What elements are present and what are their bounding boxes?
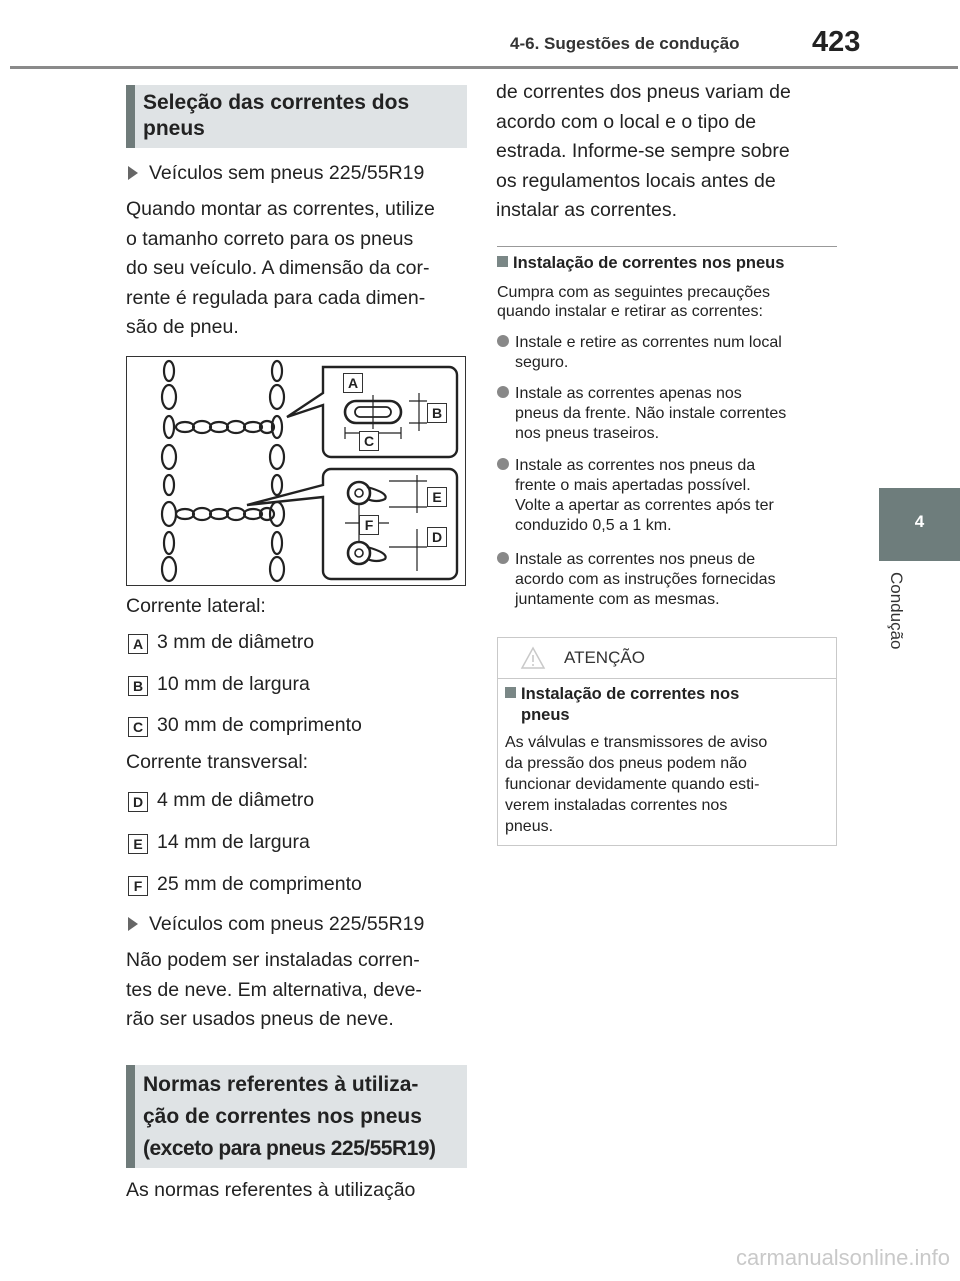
spec-label-a: A: [128, 634, 148, 654]
text-line: da pressão dos pneus podem não: [505, 755, 747, 772]
spec-text-e: 14 mm de largura: [157, 831, 310, 853]
cross-chain-bottom: [176, 508, 274, 520]
text-line: Não podem ser instaladas corren-: [126, 949, 420, 971]
section-title: 4-6. Sugestões de condução: [510, 34, 740, 53]
diagram-label-e: E: [427, 487, 447, 507]
text-line: Instale as correntes apenas nos: [515, 385, 742, 402]
section-title-line: (exceto para pneus 225/55R19): [143, 1137, 436, 1160]
bullet-vehicles-without: [128, 159, 424, 189]
install-item: [497, 550, 842, 610]
text-line: do seu veículo. A dimensão da cor-: [126, 257, 430, 279]
text-line: os regulamentos locais antes de: [496, 169, 776, 192]
caution-header: [498, 638, 836, 679]
spec-text-f: 25 mm de comprimento: [157, 873, 362, 895]
chapter-number: 4: [914, 512, 925, 531]
warning-triangle-icon: [520, 646, 546, 670]
chapter-label: Condução: [887, 572, 906, 650]
text-line: As válvulas e transmissores de aviso: [505, 734, 768, 751]
diagram-label-b: B: [427, 403, 447, 423]
text-line: nos pneus traseiros.: [515, 425, 660, 442]
circle-bullet-icon: [497, 386, 509, 398]
section-title-line: Seleção das correntes dos: [143, 91, 410, 114]
bullet-text: Veículos sem pneus 225/55R19: [149, 162, 425, 184]
install-item: [497, 333, 842, 373]
bullet-vehicles-with: [128, 910, 424, 940]
divider: [497, 246, 837, 247]
circle-bullet-icon: [497, 335, 509, 347]
text-line: pneus: [521, 706, 570, 724]
cross-chain-heading: Corrente transversal:: [126, 751, 309, 773]
paragraph-regulations: As normas referentes à utilização: [126, 1179, 416, 1201]
text-line: Instalação de correntes nos: [521, 685, 740, 703]
caution-box: [497, 637, 837, 846]
spec-text-d: 4 mm de diâmetro: [157, 789, 315, 811]
text-line: estrada. Informe-se sempre sobre: [496, 140, 790, 162]
square-bullet-icon: [497, 256, 508, 267]
text-line: conduzido 0,5 a 1 km.: [515, 517, 672, 534]
text-line: Quando montar as correntes, utilize: [126, 198, 435, 220]
triangle-bullet-icon: [128, 917, 138, 931]
text-line: quando instalar e retirar as correntes:: [497, 303, 763, 320]
bullet-text: Veículos com pneus 225/55R19: [149, 913, 425, 935]
chain-diagram: [126, 356, 466, 586]
text-line: o tamanho correto para os pneus: [126, 227, 414, 250]
paragraph-intro: [126, 195, 471, 343]
text-line: Instale e retire as correntes num local: [515, 334, 782, 351]
section-title-line: ção de correntes nos pneus: [143, 1105, 422, 1128]
header-divider: [10, 66, 958, 69]
text-line: são de pneu.: [126, 316, 239, 338]
text-line: tes de neve. Em alternativa, deve-: [126, 978, 422, 1001]
spec-text-c: 30 mm de comprimento: [157, 714, 362, 736]
vertical-chain-left: [162, 361, 176, 581]
triangle-bullet-icon: [128, 166, 138, 180]
text-line: Volte a apertar as correntes após ter: [515, 497, 774, 514]
section-title-line: pneus: [143, 117, 205, 140]
spec-text-a: 3 mm de diâmetro: [157, 631, 315, 653]
install-item: [497, 456, 842, 536]
section-title-line: Normas referentes à utiliza-: [143, 1073, 419, 1096]
square-bullet-icon: [505, 687, 516, 698]
text-line: frente o mais apertadas possível.: [515, 477, 751, 494]
text-line: rão ser usados pneus de neve.: [126, 1008, 394, 1030]
spec-label-b: B: [128, 676, 148, 696]
diagram-label-d: D: [427, 527, 447, 547]
caution-title: ATENÇÃO: [564, 648, 645, 667]
text-line: juntamente com as mesmas.: [515, 591, 720, 608]
watermark: carmanualsonline.info: [735, 1245, 950, 1270]
caution-text: [505, 732, 767, 837]
page-number: 423: [812, 26, 861, 58]
text-line: Instale as correntes nos pneus de: [515, 551, 756, 568]
text-line: seguro.: [515, 354, 569, 371]
install-heading: [497, 254, 784, 273]
section-header-regulations: [126, 1065, 467, 1168]
chain-illustration: [127, 357, 465, 585]
spec-label-c: C: [128, 717, 148, 737]
cross-chain-top: [176, 421, 274, 433]
spec-label-d: D: [128, 792, 148, 812]
spec-label-f: F: [128, 876, 148, 896]
text-line: pneus da frente. Não instale correntes: [515, 405, 787, 422]
text-line: rente é regulada para cada dimen-: [126, 286, 426, 309]
vertical-chain-right: [270, 361, 284, 581]
text-line: funcionar devidamente quando esti-: [505, 776, 760, 793]
spec-label-e: E: [128, 834, 148, 854]
text-line: verem instaladas correntes nos: [505, 797, 728, 814]
spec-text-b: 10 mm de largura: [157, 673, 310, 695]
circle-bullet-icon: [497, 552, 509, 564]
diagram-label-c: C: [359, 431, 379, 451]
text-line: pneus.: [505, 818, 554, 835]
chapter-label-container: [878, 572, 908, 682]
diagram-label-a: A: [343, 373, 363, 393]
side-chain-heading: Corrente lateral:: [126, 595, 266, 617]
section-header-chain-selection: [126, 85, 467, 148]
install-item: [497, 384, 842, 444]
text-line: acordo com as instruções fornecidas: [515, 571, 776, 588]
circle-bullet-icon: [497, 458, 509, 470]
diagram-label-f: F: [359, 515, 379, 535]
paragraph-continuation: [496, 78, 841, 226]
paragraph-snow-tires: [126, 946, 471, 1035]
install-intro: [497, 283, 770, 322]
text-line: de correntes dos pneus variam de: [496, 81, 791, 103]
text-line: Cumpra com as seguintes precauções: [497, 284, 771, 301]
text-line: instalar as correntes.: [496, 199, 677, 221]
text-line: Instale as correntes nos pneus da: [515, 457, 756, 474]
text-line: acordo com o local e o tipo de: [496, 110, 757, 133]
install-heading-text: Instalação de correntes nos pneus: [513, 254, 785, 272]
caution-heading: [505, 684, 739, 726]
